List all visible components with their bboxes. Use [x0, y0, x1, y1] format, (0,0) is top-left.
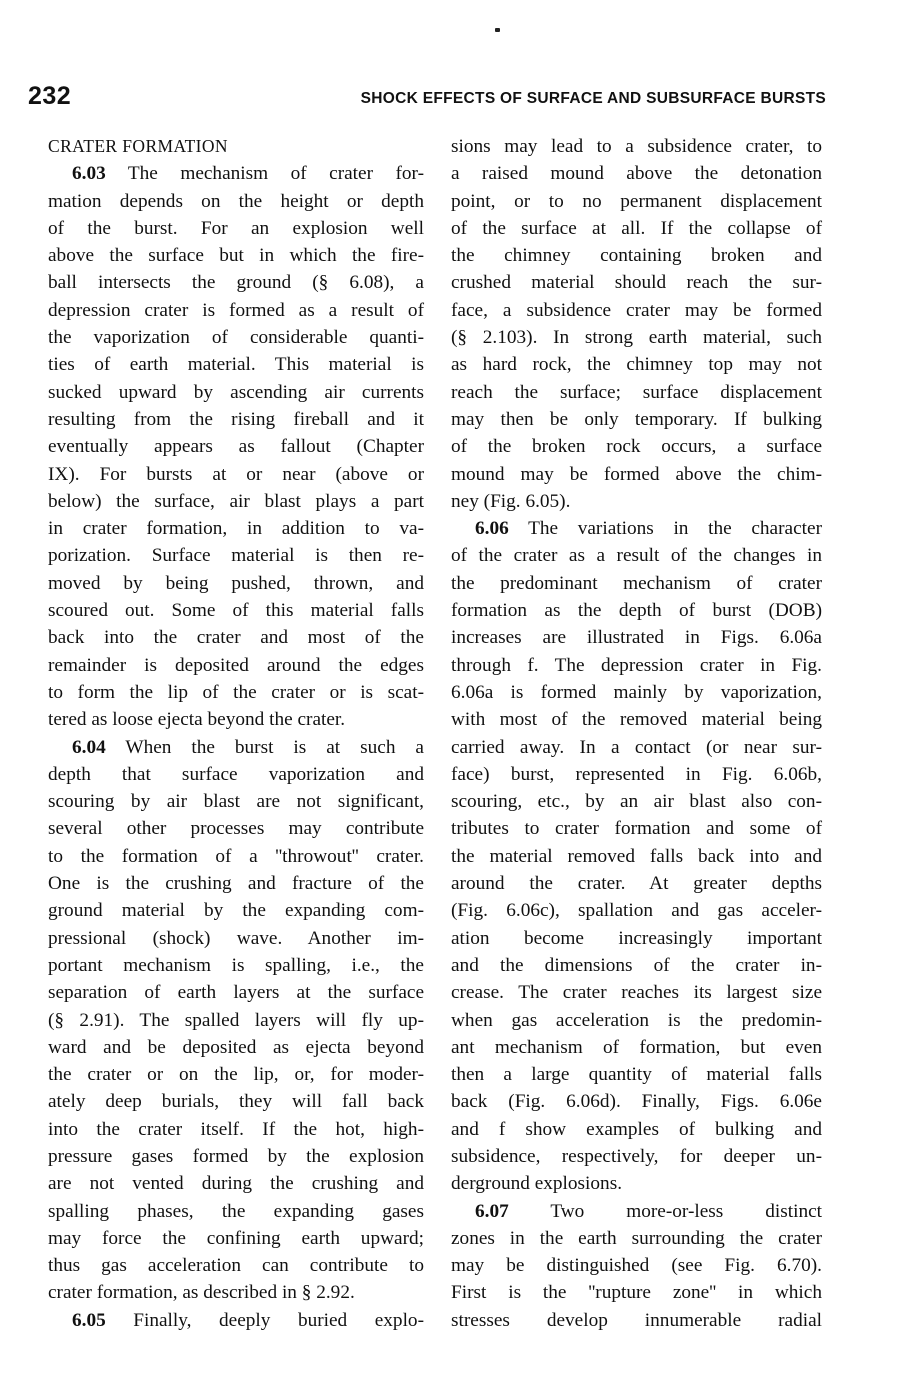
- line-text: moved by being pushed, thrown, and: [48, 572, 424, 594]
- line-text: pressional (shock) wave. Another im-: [48, 927, 424, 949]
- line-text: are not vented during the crushing and: [48, 1173, 424, 1195]
- line-text: depression crater is formed as a result of: [48, 299, 424, 321]
- line-text: below) the surface, air blast plays a part: [48, 490, 424, 512]
- line-text: portant mechanism is spalling, i.e., the: [48, 954, 424, 976]
- text-line: [451, 461, 822, 488]
- text-line: [451, 1116, 822, 1143]
- line-text: increases are illustrated in Figs. 6.06a: [451, 627, 822, 649]
- text-line: [451, 133, 822, 160]
- text-line: [48, 1279, 424, 1306]
- text-line: [48, 1088, 424, 1115]
- line-text: around the crater. At greater depths: [451, 873, 822, 895]
- line-text: eventually appears as fallout (Chapter: [48, 436, 424, 458]
- line-text: Finally, deeply buried explo-: [105, 1309, 424, 1331]
- line-text: of the surface at all. If the collapse of: [451, 217, 822, 239]
- line-text: crease. The crater reaches its largest size: [451, 982, 822, 1004]
- line-text: mation depends on the height or depth: [48, 190, 424, 212]
- line-text: may then be only temporary. If bulking: [451, 408, 822, 430]
- line-text: face) burst, represented in Fig. 6.06b,: [451, 763, 822, 785]
- text-line: [48, 952, 424, 979]
- text-line: [451, 679, 822, 706]
- line-text: of the broken rock occurs, a surface: [451, 436, 822, 458]
- line-text: Two more-or-less distinct: [508, 1200, 822, 1222]
- text-line: [48, 488, 424, 515]
- line-text: the crater or on the lip, or, for moder-: [48, 1064, 424, 1086]
- text-line: [451, 542, 822, 569]
- text-line: [48, 843, 424, 870]
- line-text: back into the crater and most of the: [48, 627, 424, 649]
- page-number: 232: [28, 82, 72, 110]
- line-text: back (Fig. 6.06d). Finally, Figs. 6.06e: [451, 1091, 822, 1113]
- text-line: [48, 242, 424, 269]
- text-line: [48, 160, 424, 187]
- line-text: ties of earth material. This material is: [48, 354, 424, 376]
- line-text: scoured out. Some of this material falls: [48, 600, 424, 622]
- text-line: [48, 433, 424, 460]
- line-text: ation become increasingly important: [451, 927, 822, 949]
- text-line: [451, 652, 822, 679]
- text-line: [48, 815, 424, 842]
- line-text: face, a subsidence crater may be formed: [451, 299, 822, 321]
- line-text: First is the ''rupture zone'' in which: [451, 1282, 822, 1304]
- line-text: scouring by air blast are not significant,: [48, 791, 424, 813]
- text-line: [451, 1279, 822, 1306]
- text-line: [451, 269, 822, 296]
- text-line: [451, 897, 822, 924]
- right-column-text: [451, 133, 822, 1334]
- scan-speck: [495, 28, 500, 32]
- text-line: [48, 269, 424, 296]
- line-text: depth that surface vaporization and: [48, 763, 424, 785]
- line-text: point, or to no permanent displacement: [451, 190, 822, 212]
- line-text: When the burst is at such a: [105, 736, 424, 758]
- paragraph-number: 6.03: [72, 163, 106, 185]
- line-text: into the crater itself. If the hot, high-: [48, 1118, 424, 1140]
- text-line: [48, 1252, 424, 1279]
- line-text: the predominant mechanism of crater: [451, 572, 822, 594]
- text-line: [451, 1061, 822, 1088]
- text-line: [48, 215, 424, 242]
- line-text: IX). For bursts at or near (above or: [48, 463, 424, 485]
- line-text: sions may lead to a subsidence crater, to: [451, 136, 822, 157]
- text-line: [451, 1170, 822, 1197]
- line-text: crater formation, as described in § 2.92.: [48, 1282, 355, 1304]
- text-line: [451, 706, 822, 733]
- text-line: [451, 761, 822, 788]
- line-text: of the burst. For an explosion well: [48, 217, 424, 239]
- text-line: [451, 925, 822, 952]
- line-text: (§ 2.91). The spalled layers will fly up-: [48, 1009, 424, 1031]
- line-text: to the formation of a ''throwout'' crater.: [48, 845, 424, 867]
- text-line: [48, 1116, 424, 1143]
- line-text: the chimney containing broken and: [451, 245, 822, 267]
- text-line: [451, 188, 822, 215]
- text-line: [451, 406, 822, 433]
- text-line: [48, 925, 424, 952]
- text-line: [451, 843, 822, 870]
- line-text: crushed material should reach the sur-: [451, 272, 822, 294]
- text-line: [451, 488, 822, 515]
- line-text: ant mechanism of formation, but even: [451, 1036, 822, 1058]
- text-line: [451, 1252, 822, 1279]
- text-line: [451, 788, 822, 815]
- paragraph-number: 6.07: [475, 1200, 509, 1222]
- text-line: [48, 1198, 424, 1225]
- text-line: [451, 324, 822, 351]
- line-text: ately deep burials, they will fall back: [48, 1091, 424, 1113]
- left-column-text: [48, 160, 424, 1334]
- text-line: [451, 597, 822, 624]
- text-line: [451, 734, 822, 761]
- line-text: several other processes may contribute: [48, 818, 424, 840]
- line-text: scouring, etc., by an air blast also con-: [451, 791, 822, 813]
- line-text: as hard rock, the chimney top may not: [451, 354, 822, 376]
- text-line: [48, 1061, 424, 1088]
- text-line: [451, 624, 822, 651]
- line-text: The variations in the character: [508, 518, 822, 540]
- text-line: [451, 1198, 822, 1225]
- text-line: [451, 1088, 822, 1115]
- line-text: (Fig. 6.06c), spallation and gas acceler-: [451, 900, 822, 922]
- line-text: in crater formation, in addition to va-: [48, 518, 424, 540]
- line-text: (§ 2.103). In strong earth material, such: [451, 327, 822, 349]
- line-text: remainder is deposited around the edges: [48, 654, 424, 676]
- text-line: [451, 1225, 822, 1252]
- line-text: thus gas acceleration can contribute to: [48, 1255, 424, 1277]
- line-text: may be distinguished (see Fig. 6.70).: [451, 1255, 822, 1277]
- text-line: [48, 188, 424, 215]
- text-line: [48, 624, 424, 651]
- line-text: to form the lip of the crater or is scat-: [48, 681, 424, 703]
- text-line: [48, 379, 424, 406]
- line-text: when gas acceleration is the predomin-: [451, 1009, 822, 1031]
- line-text: tered as loose ejecta beyond the crater.: [48, 709, 346, 731]
- text-line: [48, 1007, 424, 1034]
- line-text: pressure gases formed by the explosion: [48, 1145, 424, 1167]
- paragraph-number: 6.06: [475, 518, 509, 540]
- line-text: ward and be deposited as ejecta beyond: [48, 1036, 424, 1058]
- line-text: mound may be formed above the chim-: [451, 463, 822, 485]
- line-text: The mechanism of crater for-: [105, 163, 424, 185]
- text-line: [48, 1225, 424, 1252]
- line-text: ground material by the expanding com-: [48, 900, 424, 922]
- line-text: carried away. In a contact (or near sur-: [451, 736, 822, 758]
- text-line: [48, 897, 424, 924]
- line-text: of the crater as a result of the changes in: [451, 545, 822, 567]
- line-text: resulting from the rising fireball and it: [48, 408, 424, 430]
- text-line: [451, 570, 822, 597]
- line-text: and the dimensions of the crater in-: [451, 954, 822, 976]
- line-text: and f show examples of bulking and: [451, 1118, 822, 1140]
- line-text: ney (Fig. 6.05).: [451, 490, 571, 512]
- text-line: [451, 242, 822, 269]
- text-line: [48, 652, 424, 679]
- text-line: [48, 706, 424, 733]
- line-text: a raised mound above the detonation: [451, 163, 822, 185]
- text-line: [451, 379, 822, 406]
- text-line: [48, 515, 424, 542]
- text-line: [48, 1034, 424, 1061]
- text-line: [451, 433, 822, 460]
- line-text: then a large quantity of material falls: [451, 1064, 822, 1086]
- line-text: One is the crushing and fracture of the: [48, 873, 424, 895]
- text-line: [48, 761, 424, 788]
- line-text: ball intersects the ground (§ 6.08), a: [48, 272, 424, 294]
- line-text: zones in the earth surrounding the crater: [451, 1227, 822, 1249]
- text-line: [451, 1307, 822, 1334]
- text-line: [48, 461, 424, 488]
- text-line: [48, 406, 424, 433]
- text-line: [451, 1007, 822, 1034]
- text-line: [48, 679, 424, 706]
- text-line: [451, 815, 822, 842]
- text-line: [451, 979, 822, 1006]
- line-text: through f. The depression crater in Fig.: [451, 654, 822, 676]
- line-text: above the surface but in which the fire-: [48, 245, 424, 267]
- line-text: reach the surface; surface displacement: [451, 381, 822, 403]
- line-text: may force the confining earth upward;: [48, 1227, 424, 1249]
- text-line: [48, 1143, 424, 1170]
- text-line: [48, 570, 424, 597]
- right-column: [451, 133, 822, 1334]
- text-line: [48, 870, 424, 897]
- text-line: [48, 351, 424, 378]
- line-text: tributes to crater formation and some of: [451, 818, 822, 840]
- section-heading: CRATER FORMATION: [48, 136, 228, 156]
- line-text: 6.06a is formed mainly by vaporization,: [451, 681, 822, 703]
- line-text: subsidence, respectively, for deeper un-: [451, 1145, 822, 1167]
- text-line: [48, 324, 424, 351]
- text-line: [451, 160, 822, 187]
- text-line: [48, 788, 424, 815]
- paragraph-number: 6.05: [72, 1309, 106, 1331]
- line-text: derground explosions.: [451, 1173, 623, 1195]
- text-line: [48, 734, 424, 761]
- text-line: [451, 215, 822, 242]
- text-line: [451, 297, 822, 324]
- text-line: [48, 979, 424, 1006]
- text-line: [48, 542, 424, 569]
- line-text: porization. Surface material is then re-: [48, 545, 424, 567]
- left-column: [48, 133, 424, 1334]
- text-line: [451, 351, 822, 378]
- line-text: the material removed falls back into and: [451, 845, 822, 867]
- text-line: [451, 952, 822, 979]
- line-text: the vaporization of considerable quanti-: [48, 327, 424, 349]
- line-text: with most of the removed material being: [451, 709, 822, 731]
- text-line: [48, 1307, 424, 1334]
- paragraph-number: 6.04: [72, 736, 106, 758]
- text-line: [451, 515, 822, 542]
- line-text: spalling phases, the expanding gases: [48, 1200, 424, 1222]
- line-text: sucked upward by ascending air currents: [48, 381, 424, 403]
- text-line: [48, 297, 424, 324]
- text-line: [48, 597, 424, 624]
- line-text: separation of earth layers at the surface: [48, 982, 424, 1004]
- running-head: SHOCK EFFECTS OF SURFACE AND SUBSURFACE BURSTS: [360, 90, 826, 107]
- text-line: [451, 1143, 822, 1170]
- text-line: [451, 870, 822, 897]
- line-text: stresses develop innumerable radial: [451, 1309, 822, 1331]
- text-line: [451, 1034, 822, 1061]
- line-text: formation as the depth of burst (DOB): [451, 600, 822, 622]
- text-line: [48, 1170, 424, 1197]
